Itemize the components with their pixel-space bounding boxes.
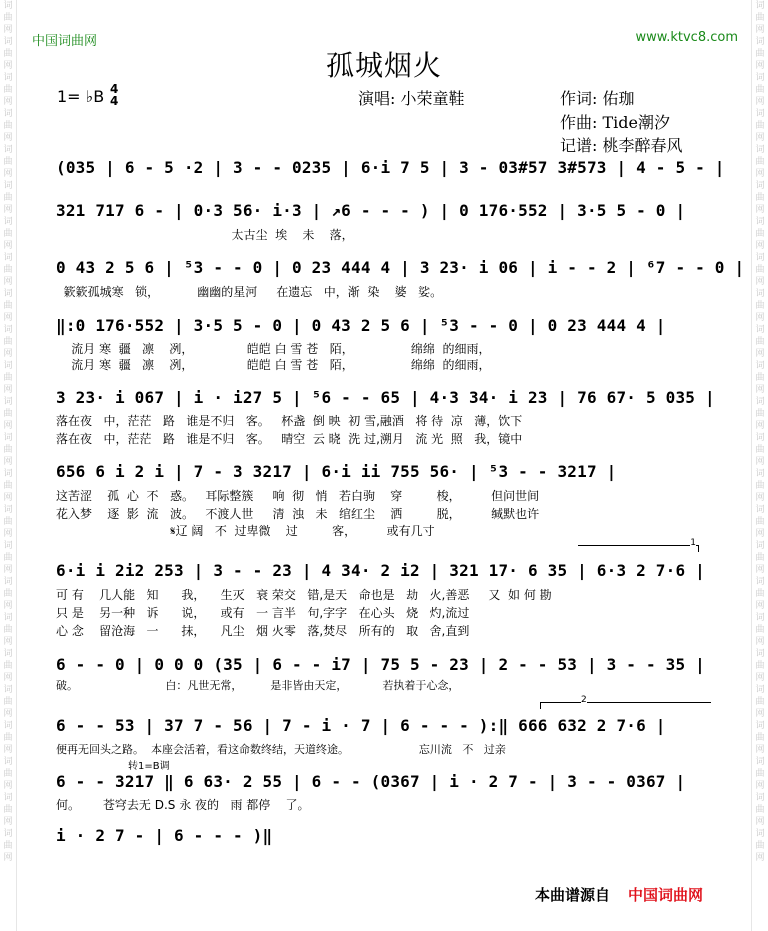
lyric-line-6b: 花入梦 逐 影 流 波。 不渡人世 清 浊 未 绾红尘 洒 脱， 缄默也许 xyxy=(56,507,540,521)
lyric-line-7a: 可 有 几人能 知 我， 生灭 衰 荣交 错,是天 命也是 劫 火,善恶 又 如 何 勘 xyxy=(56,588,552,602)
score-line-3: 0 43 2 5 6 | ⁵3 - - 0 | 0 23 444 4 | 3 23· i 06 | i - - 2 | ⁶7 - - 0 | xyxy=(56,258,745,277)
score-line-11: i · 2 7 - | 6 - - - )‖ xyxy=(56,826,273,845)
right-watermark-strip: 词曲网词曲网词曲网词曲网词曲网词曲网词曲网词曲网词曲网词曲网词曲网词曲网词曲网词曲网词曲网词曲网词曲网词曲网词曲网词曲网词曲网词曲网词曲网词曲网 xyxy=(751,0,768,931)
key-signature: 1= ♭B xyxy=(57,87,105,106)
composer-credit: 作曲: Tide潮汐 xyxy=(560,113,670,132)
score-line-2: 321 717 6 - | 0·3 56· i·3 | ↗6 - - - ) | 0 176·552 | 3·5 5 - 0 | xyxy=(56,201,686,220)
lyric-line-5b: 落在夜 中，茫茫 路 谁是不归 客。 晴空 云 晓 洗 过,溯月 流 光 照 我，镜中 xyxy=(56,432,523,446)
modulation-note: 转1=B调 xyxy=(128,761,170,772)
score-line-6: 656 6 i 2 i | 7 - 3 3217 | 6·i ii 755 56· | ⁵3 - - 3217 | xyxy=(56,462,617,481)
score-line-4: ‖:0 176·552 | 3·5 5 - 0 | 0 43 2 5 6 | ⁵3 - - 0 | 0 23 444 4 | xyxy=(56,316,666,335)
score-line-10: 6 - - 3217 ‖ 6 63· 2 55 | 6 - - (0367 | i · 2 7 - | 3 - - 0367 | xyxy=(56,772,686,791)
lyric-line-5a: 落在夜 中，茫茫 路 谁是不归 客。 杯盏 倒 映 初 雪,融酒 将 待 凉 薄，饮下 xyxy=(56,414,523,428)
lyric-line-10: 何。 苍穹去无 D.S 永 夜的 雨 都停 了。 xyxy=(56,798,310,812)
lyric-line-2: 太古尘 埃 未 落， xyxy=(56,228,354,242)
lyric-line-3: 簌簌孤城寒 锁， 幽幽的星河 在遗忘 中，渐 染 婆 娑。 xyxy=(56,285,443,299)
lyric-line-7b: 只 是 另一种 诉 说， 或有 一 言半 句,字字 在心头 烧 灼,流过 xyxy=(56,606,470,620)
singer-credit: 演唱: 小荣童鞋 xyxy=(358,89,465,108)
lyric-line-4a: 流月 寒 疆 凛 冽， 皑皑 白 雪 苍 陌， 绵绵 的细雨， xyxy=(56,342,491,356)
source-footer xyxy=(535,884,703,905)
meter-bottom: 4 xyxy=(110,94,119,108)
time-signature xyxy=(110,83,118,107)
source-label: 本曲谱源自 xyxy=(535,886,611,904)
lyric-line-4b: 流月 寒 疆 凛 冽， 皑皑 白 雪 苍 陌， 绵绵 的细雨， xyxy=(56,358,491,372)
lyricist-credit: 作词: 佑珈 xyxy=(560,89,635,108)
lyric-line-7c: 心 念 留沧海 一 抹， 凡尘 烟 火零 落,焚尽 所有的 取 舍,直到 xyxy=(56,624,470,638)
score-line-7: 6·i i 2i2 253 | 3 - - 23 | 4 34· 2 i2 | 321 17· 6 35 | 6·3 2 7·6 | xyxy=(56,561,705,580)
left-watermark-strip: 词曲网词曲网词曲网词曲网词曲网词曲网词曲网词曲网词曲网词曲网词曲网词曲网词曲网词曲网词曲网词曲网词曲网词曲网词曲网词曲网词曲网词曲网词曲网词曲网 xyxy=(0,0,17,931)
score-line-9: 6 - - 53 | 37 7 - 56 | 7 - i · 7 | 6 - - - ):‖ 666 632 2 7·6 | xyxy=(56,716,666,735)
lyric-line-9: 便再无回头之路。 本座会活着，看这命数终结，天道终途。 忘川流 不 过亲 xyxy=(56,743,506,756)
volta-1-number: 1 xyxy=(690,538,696,548)
score-line-8: 6 - - 0 | 0 0 0 (35 | 6 - - i7 | 75 5 - 23 | 2 - - 53 | 3 - - 35 | xyxy=(56,655,705,674)
score-line-5: 3 23· i 067 | i · i27 5 | ⁵6 - - 65 | 4·3 34· i 23 | 76 67· 5 035 | xyxy=(56,388,715,407)
site-name-link[interactable]: 中国词曲网 xyxy=(32,34,98,49)
lyric-line-8: 破。 白：凡世无常， 是非皆由天定， 若执着于心念， xyxy=(56,679,460,692)
volta-2-number: 2 xyxy=(581,695,587,705)
transcriber-credit: 记谱: 桃李醉春风 xyxy=(560,136,683,155)
volta-bracket-1 xyxy=(578,538,699,552)
site-url-link[interactable]: www.ktvc8.com xyxy=(635,30,738,45)
score-line-1: (035 | 6 - 5 ·2 | 3 - - 0235 | 6·i 7 5 | 3 - 03#57 3#573 | 4 - 5 - | xyxy=(56,158,725,177)
source-brand-link[interactable]: 中国词曲网 xyxy=(628,886,704,904)
song-title: 孤城烟火 xyxy=(325,49,442,82)
lyric-line-6c: 𝄋辽 阔 不 过卑微 过 客， 或有几寸 xyxy=(56,524,435,538)
lyric-line-6a: 这苦涩 孤 心 不 惑。 耳际整簇 响 彻 悄 若白驹 穿 梭， 但问世间 xyxy=(56,489,540,503)
volta-bracket-2 xyxy=(540,695,711,709)
meter-top: 4 xyxy=(110,82,119,96)
